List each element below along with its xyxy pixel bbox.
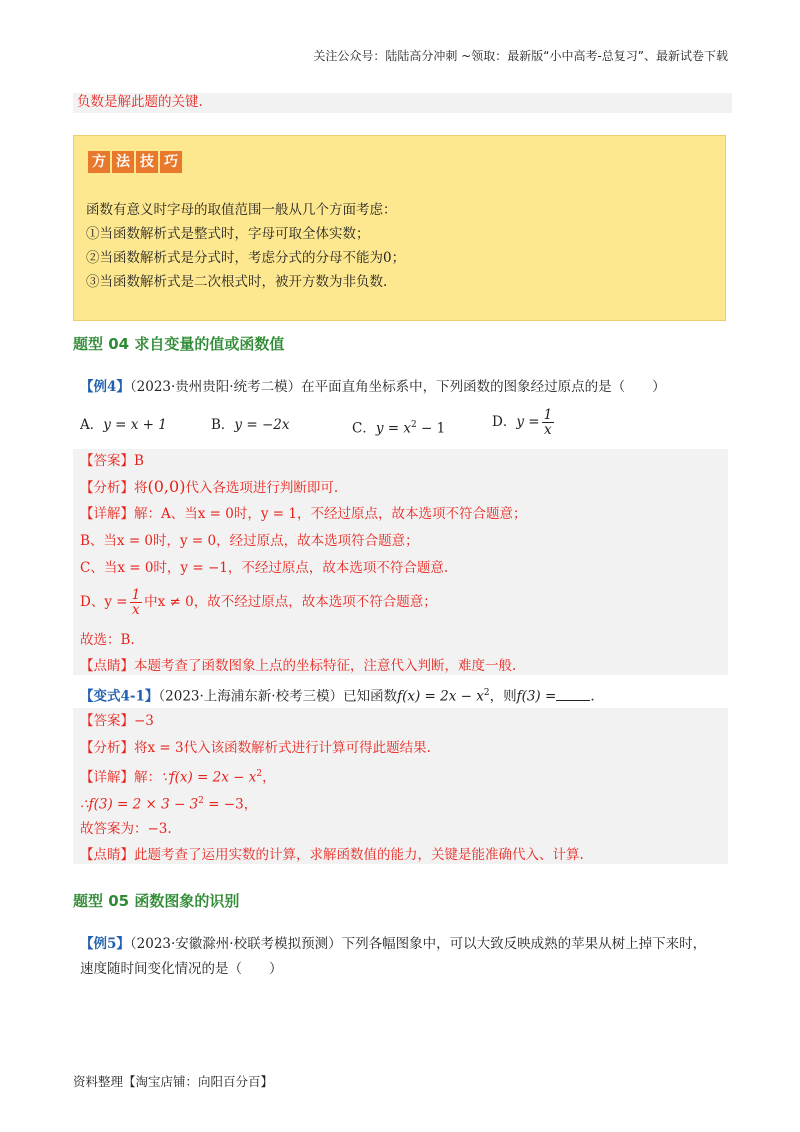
answer-value: −3 xyxy=(134,713,154,729)
option-a xyxy=(80,416,167,434)
option-label: D． xyxy=(492,414,517,430)
page-footer: 资料整理【淘宝店铺：向阳百分百】 xyxy=(73,1074,274,1089)
example-tag: 【例4】 xyxy=(80,379,130,395)
detail-line-b: B、当x = 0时，y = 0，经过原点，故本选项符合题意； xyxy=(80,533,419,549)
analysis-text: 将x = 3代入该函数解析式进行计算可得此题结果. xyxy=(134,740,431,756)
answer-tag: 【答案】 xyxy=(80,713,134,729)
fraction xyxy=(542,408,555,437)
example-4-options xyxy=(80,407,680,444)
analysis-text: 代入各选项进行判断即可. xyxy=(185,480,339,496)
analysis-tag: 【分析】 xyxy=(80,740,134,756)
variant-text: . xyxy=(590,688,595,705)
detail-text: 中x ≠ 0，故不经过原点，故本选项不符合题意； xyxy=(144,594,437,610)
example-4-text: （2023·贵州贵阳·统考二模）在平面直角坐标系中，下列函数的图象经过原点的是（ ） xyxy=(129,379,666,395)
tip-badge-char: 方 xyxy=(88,151,110,173)
detail-text: ， xyxy=(262,769,276,786)
exponent: 2 xyxy=(483,688,490,698)
comment-text: 此题考查了运用实数的计算，求解函数值的能力，关键是能准确代入、计算. xyxy=(134,847,584,863)
analysis-tag: 【分析】 xyxy=(80,480,134,496)
answer-value: B xyxy=(134,453,144,469)
variant-4-1-question xyxy=(80,684,595,706)
denominator: x xyxy=(132,602,140,618)
option-c xyxy=(352,416,445,438)
example-5-question xyxy=(80,935,706,953)
detail-text: 解： xyxy=(134,769,161,786)
option-label: C． xyxy=(352,420,376,437)
variant-text: （2023·上海浦东新·校考三模）已知函数 xyxy=(158,688,398,705)
example-5-question-cont: 速度随时间变化情况的是（ ） xyxy=(80,961,283,977)
tip-line: 函数有意义时字母的取值范围一般从几个方面考虑： xyxy=(86,202,397,218)
option-expr: y = x + 1 xyxy=(103,417,167,433)
option-expr: y = x xyxy=(375,420,411,437)
option-expr: y = −2x xyxy=(234,417,290,433)
comment-tag: 【点睛】 xyxy=(80,658,134,674)
tip-badge-char: 技 xyxy=(136,151,158,173)
method-tips-box xyxy=(73,135,726,321)
analysis-text: 将 xyxy=(134,480,148,496)
tip-badge-char: 巧 xyxy=(160,151,182,173)
option-expr: y = xyxy=(516,414,540,430)
option-b xyxy=(211,416,289,434)
example-4-question xyxy=(80,378,666,396)
numerator: 1 xyxy=(543,407,553,423)
tip-badge-char: 法 xyxy=(112,151,134,173)
detail-expr: ∵f(x) = 2x − x xyxy=(161,769,257,786)
tip-line: ③当函数解析式是二次根式时，被开方数为非负数. xyxy=(86,274,388,290)
denominator: x xyxy=(544,422,552,438)
page-header: 关注公众号：陆陆高分冲刺 ~领取：最新版“小中高考-总复习”、最新试卷下载 xyxy=(313,49,728,63)
detail-line-a xyxy=(80,505,526,523)
analysis-line xyxy=(80,739,431,757)
comment-text: 本题考查了函数图象上点的坐标特征，注意代入判断，难度一般. xyxy=(134,658,517,674)
answer-tag: 【答案】 xyxy=(80,453,134,469)
example-tag: 【例5】 xyxy=(80,936,130,952)
detail-line-c: C、当x = 0时，y = −1，不经过原点，故本选项不符合题意. xyxy=(80,560,449,576)
answer-line xyxy=(80,452,144,470)
fraction xyxy=(130,588,143,617)
option-d xyxy=(492,408,556,437)
ask-expr: f(3) = xyxy=(516,688,557,705)
detail-text: D、y = xyxy=(80,594,128,610)
example-5-text: （2023·安徽滁州·校联考模拟预测）下列各幅图象中，可以大致反映成熟的苹果从树上掉下来时， xyxy=(129,936,707,952)
exponent: 2 xyxy=(256,769,263,779)
option-c-tail: − 1 xyxy=(416,420,446,437)
variant-tag: 【变式4-1】 xyxy=(80,688,159,705)
option-label: B． xyxy=(211,417,235,433)
step-expr: ∴f(3) = 2 × 3 − 3 xyxy=(80,796,199,813)
answer-line xyxy=(80,712,154,730)
tip-line: ①当函数解析式是整式时，字母可取全体实数； xyxy=(86,226,370,242)
conclusion-line: 故选：B. xyxy=(80,632,135,648)
comment-tag: 【点睛】 xyxy=(80,847,134,863)
tip-line: ②当函数解析式是分式时，考虑分式的分母不能为0； xyxy=(86,250,406,266)
comment-line xyxy=(80,657,516,675)
section-title-04: 题型 04 求自变量的值或函数值 xyxy=(73,335,285,353)
answer-blank xyxy=(556,688,590,701)
section-title-05: 题型 05 函数图象的识别 xyxy=(73,892,240,910)
variant-text: ，则 xyxy=(489,688,517,705)
detail-line-d xyxy=(80,588,437,617)
step-expr: = −3， xyxy=(203,796,258,813)
top-note xyxy=(73,93,732,113)
step-line xyxy=(80,792,257,814)
numerator: 1 xyxy=(131,587,141,603)
analysis-line xyxy=(80,478,338,497)
analysis-point: (0,0) xyxy=(147,477,186,496)
option-label: A． xyxy=(80,417,104,433)
function-expr: f(x) = 2x − x xyxy=(397,688,484,705)
top-note-text: 负数是解此题的关键. xyxy=(77,94,203,110)
comment-line xyxy=(80,846,584,864)
conclusion-line: 故答案为：−3. xyxy=(80,821,172,837)
exponent: 2 xyxy=(198,796,204,806)
detail-text: 解：A、当x = 0时，y = 1，不经过原点，故本选项不符合题意； xyxy=(134,506,527,522)
detail-tag: 【详解】 xyxy=(80,769,134,786)
method-tips-badge xyxy=(88,151,182,173)
detail-line xyxy=(80,765,276,787)
detail-tag: 【详解】 xyxy=(80,506,134,522)
option-c-exponent: 2 xyxy=(410,420,417,430)
